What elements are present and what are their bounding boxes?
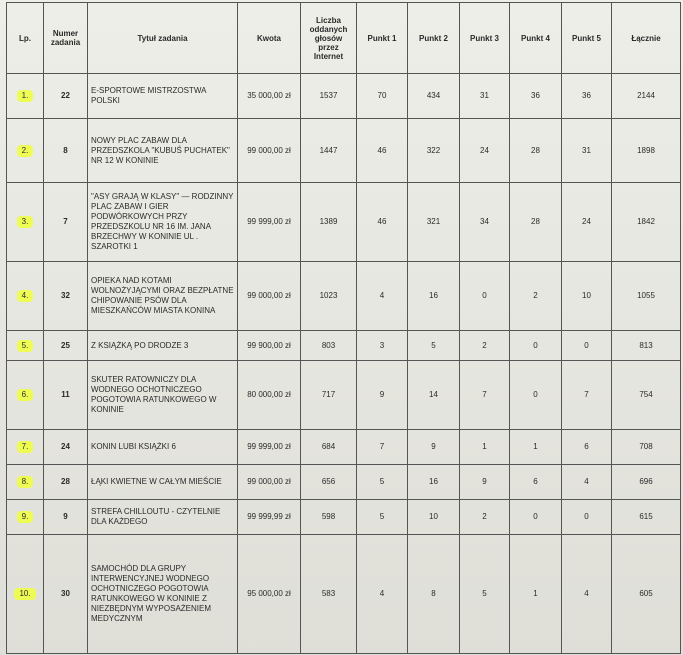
row-point-3: 9 — [460, 465, 510, 500]
row-point-2: 16 — [408, 465, 460, 500]
table-row — [7, 119, 681, 183]
table-row — [7, 535, 681, 654]
row-lp: 2. — [17, 145, 34, 157]
row-point-1: 46 — [357, 119, 408, 183]
row-total: 813 — [612, 331, 681, 361]
header-kwota: Kwota — [238, 3, 301, 74]
row-amount: 80 000,00 zł — [238, 361, 301, 430]
row-title: SAMOCHÓD DLA GRUPY INTERWENCYJNEJ WODNEGO OCHOTNICZEGO POGOTOWIA RATUNKOWEGO W KONINIE Z NIEZBĘDNYM WYPOSAŻENIEM MEDYCZNYM — [88, 535, 238, 654]
row-votes: 598 — [301, 500, 357, 535]
results-table — [6, 2, 681, 654]
row-point-2: 10 — [408, 500, 460, 535]
row-point-1: 7 — [357, 430, 408, 465]
row-number: 30 — [44, 535, 88, 654]
row-point-3: 31 — [460, 74, 510, 119]
row-total: 754 — [612, 361, 681, 430]
row-title: OPIEKA NAD KOTAMI WOLNOŻYJĄCYMI ORAZ BEZPŁATNE CHIPOWANIE PSÓW DLA MIESZKAŃCÓW MIASTA KONINA — [88, 262, 238, 331]
row-total: 2144 — [612, 74, 681, 119]
row-point-4: 1 — [510, 430, 562, 465]
row-votes: 684 — [301, 430, 357, 465]
row-point-4: 28 — [510, 183, 562, 262]
row-title: SKUTER RATOWNICZY DLA WODNEGO OCHOTNICZEGO POGOTOWIA RATUNKOWEGO W KONINIE — [88, 361, 238, 430]
row-point-2: 5 — [408, 331, 460, 361]
row-total: 605 — [612, 535, 681, 654]
row-votes: 1537 — [301, 74, 357, 119]
row-point-5: 10 — [562, 262, 612, 331]
table-row — [7, 331, 681, 361]
row-point-2: 16 — [408, 262, 460, 331]
row-point-1: 4 — [357, 262, 408, 331]
row-point-4: 36 — [510, 74, 562, 119]
row-point-4: 6 — [510, 465, 562, 500]
row-point-2: 322 — [408, 119, 460, 183]
row-amount: 35 000,00 zł — [238, 74, 301, 119]
table-row — [7, 500, 681, 535]
row-point-2: 434 — [408, 74, 460, 119]
row-point-2: 8 — [408, 535, 460, 654]
row-lp: 9. — [17, 511, 34, 523]
row-amount: 99 900,00 zł — [238, 331, 301, 361]
header-lacznie: Łącznie — [612, 3, 681, 74]
row-amount: 99 999,99 zł — [238, 500, 301, 535]
row-title: KONIN LUBI KSIĄŻKI 6 — [88, 430, 238, 465]
row-title: NOWY PLAC ZABAW DLA PRZEDSZKOLA "KUBUŚ PUCHATEK" NR 12 W KONINIE — [88, 119, 238, 183]
table-header-row — [7, 3, 681, 74]
row-point-5: 4 — [562, 465, 612, 500]
row-lp: 3. — [17, 216, 34, 228]
row-votes: 1389 — [301, 183, 357, 262]
row-point-1: 46 — [357, 183, 408, 262]
row-point-4: 0 — [510, 361, 562, 430]
table-row — [7, 74, 681, 119]
row-point-4: 2 — [510, 262, 562, 331]
row-lp: 1. — [17, 90, 34, 102]
row-amount: 99 000,00 zł — [238, 262, 301, 331]
row-lp: 4. — [17, 290, 34, 302]
row-title: "ASY GRAJĄ W KLASY" — RODZINNY PLAC ZABAW I GIER PODWÓRKOWYCH PRZY PRZEDSZKOLU NR 16 IM. JANA BRZECHWY W KONINIE UL . SZAROTKI 1 — [88, 183, 238, 262]
row-point-1: 70 — [357, 74, 408, 119]
row-point-5: 31 — [562, 119, 612, 183]
row-number: 11 — [44, 361, 88, 430]
row-point-5: 24 — [562, 183, 612, 262]
row-total: 708 — [612, 430, 681, 465]
row-title: Z KSIĄŻKĄ PO DRODZE 3 — [88, 331, 238, 361]
row-votes: 1447 — [301, 119, 357, 183]
row-lp: 5. — [17, 340, 34, 352]
row-lp: 8. — [17, 476, 34, 488]
row-point-3: 2 — [460, 331, 510, 361]
row-point-1: 9 — [357, 361, 408, 430]
row-point-5: 0 — [562, 331, 612, 361]
row-amount: 99 999,00 zł — [238, 183, 301, 262]
table-row — [7, 262, 681, 331]
row-number: 8 — [44, 119, 88, 183]
header-punkt-5: Punkt 5 — [562, 3, 612, 74]
table-row — [7, 183, 681, 262]
row-point-3: 0 — [460, 262, 510, 331]
row-total: 696 — [612, 465, 681, 500]
row-point-5: 0 — [562, 500, 612, 535]
row-point-1: 4 — [357, 535, 408, 654]
row-votes: 717 — [301, 361, 357, 430]
row-amount: 99 999,00 zł — [238, 430, 301, 465]
row-number: 28 — [44, 465, 88, 500]
row-votes: 803 — [301, 331, 357, 361]
row-total: 1842 — [612, 183, 681, 262]
row-number: 7 — [44, 183, 88, 262]
row-point-1: 3 — [357, 331, 408, 361]
row-lp: 7. — [17, 441, 34, 453]
row-title: STREFA CHILLOUTU - CZYTELNIE DLA KAŻDEGO — [88, 500, 238, 535]
row-number: 9 — [44, 500, 88, 535]
row-point-3: 7 — [460, 361, 510, 430]
row-lp: 6. — [17, 389, 34, 401]
row-total: 1898 — [612, 119, 681, 183]
row-point-4: 0 — [510, 331, 562, 361]
row-votes: 583 — [301, 535, 357, 654]
row-point-5: 6 — [562, 430, 612, 465]
table-row — [7, 465, 681, 500]
header-punkt-2: Punkt 2 — [408, 3, 460, 74]
row-amount: 95 000,00 zł — [238, 535, 301, 654]
row-number: 25 — [44, 331, 88, 361]
header-lp: Lp. — [7, 3, 44, 74]
row-point-4: 28 — [510, 119, 562, 183]
row-number: 22 — [44, 74, 88, 119]
row-point-3: 1 — [460, 430, 510, 465]
row-point-4: 0 — [510, 500, 562, 535]
row-point-5: 36 — [562, 74, 612, 119]
row-votes: 656 — [301, 465, 357, 500]
row-amount: 99 000,00 zł — [238, 465, 301, 500]
row-point-5: 4 — [562, 535, 612, 654]
row-point-2: 321 — [408, 183, 460, 262]
row-amount: 99 000,00 zł — [238, 119, 301, 183]
row-point-5: 7 — [562, 361, 612, 430]
row-lp: 10. — [14, 588, 35, 600]
row-total: 615 — [612, 500, 681, 535]
row-point-2: 9 — [408, 430, 460, 465]
row-point-3: 34 — [460, 183, 510, 262]
row-point-3: 24 — [460, 119, 510, 183]
row-votes: 1023 — [301, 262, 357, 331]
header-tytul: Tytuł zadania — [88, 3, 238, 74]
table-row — [7, 361, 681, 430]
row-number: 24 — [44, 430, 88, 465]
row-point-4: 1 — [510, 535, 562, 654]
header-punkt-3: Punkt 3 — [460, 3, 510, 74]
row-point-3: 2 — [460, 500, 510, 535]
row-point-2: 14 — [408, 361, 460, 430]
row-point-1: 5 — [357, 465, 408, 500]
header-punkt-1: Punkt 1 — [357, 3, 408, 74]
row-number: 32 — [44, 262, 88, 331]
header-numer: Numer zadania — [44, 3, 88, 74]
row-point-1: 5 — [357, 500, 408, 535]
table-row — [7, 430, 681, 465]
row-title: E-SPORTOWE MISTRZOSTWA POLSKI — [88, 74, 238, 119]
header-glosy: Liczba oddanych głosów przez Internet — [301, 3, 357, 74]
row-point-3: 5 — [460, 535, 510, 654]
row-total: 1055 — [612, 262, 681, 331]
row-title: ŁĄKI KWIETNE W CAŁYM MIEŚCIE — [88, 465, 238, 500]
header-punkt-4: Punkt 4 — [510, 3, 562, 74]
